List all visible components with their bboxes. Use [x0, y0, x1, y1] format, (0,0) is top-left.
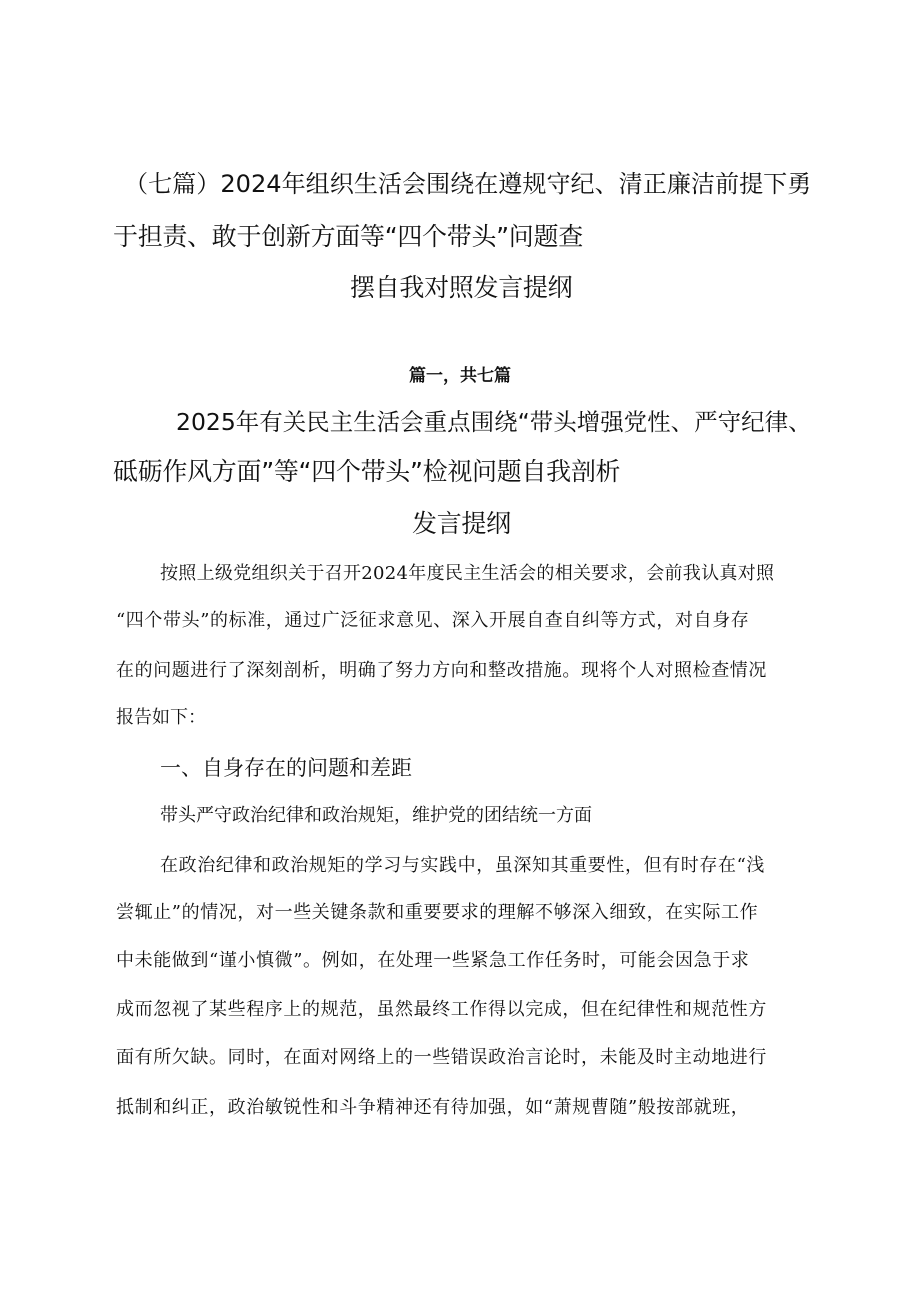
intro-paragraph-line: “四个带头”的标准，通过广泛征求意见、深入开展自查自纠等方式，对自身存 — [116, 610, 750, 631]
sub-title-line: 2025年有关民主生活会重点围绕“带头增强党性、严守纪律、 — [176, 408, 812, 436]
sub-title-line: 发言提纲 — [412, 509, 511, 538]
intro-paragraph-line: 按照上级党组织关于召开2024年度民主生活会的相关要求，会前我认真对照 — [160, 563, 775, 584]
paragraph-line: 成而忽视了某些程序上的规范，虽然最终工作得以完成，但在纪律性和规范性方 — [116, 999, 767, 1020]
main-title-line: （七篇）2024年组织生活会围绕在遵规守纪、清正廉洁前提下勇 — [124, 170, 812, 198]
intro-paragraph-line: 报告如下： — [116, 707, 206, 728]
paragraph-line: 中未能做到“谨小慎微”。例如，在处理一些紧急工作任务时，可能会因急于求 — [116, 950, 750, 971]
main-title-line: 摆自我对照发言提纲 — [350, 273, 573, 302]
paragraph-line: 抵制和纠正，政治敏锐性和斗争精神还有待加强，如“萧规曹随”般按部就班， — [116, 1097, 750, 1118]
sub-heading: 带头严守政治纪律和政治规矩，维护党的团结统一方面 — [160, 805, 592, 826]
paragraph-line: 在政治纪律和政治规矩的学习与实践中，虽深知其重要性，但有时存在“浅 — [160, 855, 765, 876]
intro-paragraph-line: 在的问题进行了深刻剖析，明确了努力方向和整改措施。现将个人对照检查情况 — [116, 660, 767, 681]
sub-title-line: 砥砺作风方面”等“四个带头”检视问题自我剖析 — [113, 457, 621, 486]
main-title-line: 于担责、敢于创新方面等“四个带头”问题查 — [113, 222, 583, 251]
paragraph-line: 面有所欠缺。同时，在面对网络上的一些错误政治言论时，未能及时主动地进行 — [116, 1047, 767, 1068]
paragraph-line: 尝辄止”的情况，对一些关键条款和重要要求的理解不够深入细致，在实际工作 — [116, 902, 759, 923]
section-heading: 一、自身存在的问题和差距 — [160, 756, 412, 780]
section-tag: 篇一，共七篇 — [409, 366, 511, 386]
